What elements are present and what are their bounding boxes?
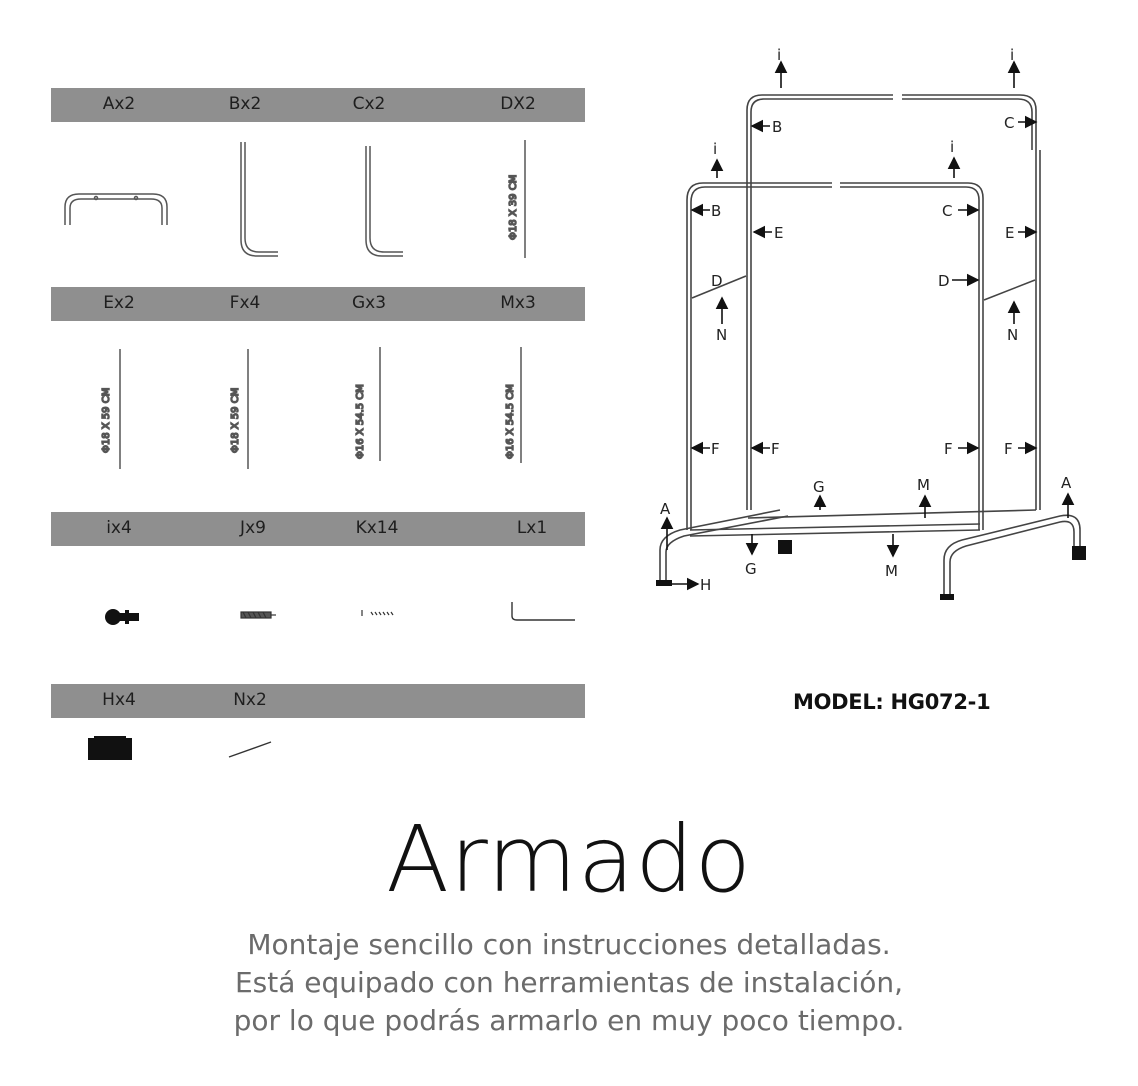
page-title: Armado — [386, 806, 752, 913]
parts-header-row-3 — [51, 512, 585, 546]
parts-row-4-images — [51, 718, 585, 768]
foot-cap-icon — [88, 736, 132, 760]
assembly-diagram — [640, 40, 1110, 610]
rack-frame — [660, 95, 1080, 600]
label-d-left: D — [711, 272, 723, 290]
label-f-4: F — [1004, 440, 1013, 458]
description-line-1: Montaje sencillo con instrucciones detalladas. — [247, 928, 891, 961]
label-e-right: E — [1005, 224, 1015, 242]
part-label-e: Ex2 — [103, 293, 135, 313]
key-connector-icon — [105, 609, 139, 625]
label-f-1: F — [711, 440, 720, 458]
label-f-3: F — [944, 440, 953, 458]
label-g-bottom: G — [745, 560, 757, 578]
part-label-g: Gx3 — [351, 293, 387, 313]
callout-arrows — [667, 62, 1068, 584]
label-b-front: B — [711, 202, 722, 220]
parts-row-3-images — [51, 546, 585, 684]
label-i-front-right: i — [950, 138, 955, 156]
label-c-back: C — [1004, 114, 1015, 132]
part-b-image — [241, 142, 278, 256]
label-f-2: F — [771, 440, 780, 458]
screw-icon — [241, 612, 276, 618]
label-i-back-left: i — [777, 46, 782, 64]
label-b-back: B — [772, 118, 783, 136]
label-i-back-right: i — [1010, 46, 1015, 64]
label-m-top: M — [917, 476, 930, 494]
part-d-dimension: Φ18 X 39 CM — [508, 174, 519, 240]
parts-row-2-images — [51, 321, 585, 511]
part-g-dimension: Φ16 X 54.5 CM — [355, 384, 366, 459]
part-c-image — [366, 146, 403, 256]
part-f-image — [230, 349, 248, 469]
label-g-top: G — [813, 478, 825, 496]
parts-header-row-1 — [51, 88, 585, 122]
label-n-right: N — [1007, 326, 1019, 344]
part-label-i: ix4 — [106, 518, 132, 538]
part-e-dimension: Φ18 X 59 CM — [101, 387, 112, 453]
part-label-a: Ax2 — [102, 94, 136, 114]
parts-header-row-4 — [51, 684, 585, 718]
part-label-f: Fx4 — [229, 293, 261, 313]
part-label-k: Kx14 — [355, 518, 399, 538]
part-label-b: Bx2 — [228, 94, 262, 114]
part-m-dimension: Φ16 X 54.5 CM — [505, 384, 516, 459]
part-label-h: Hx4 — [102, 690, 136, 710]
part-label-l: Lx1 — [516, 518, 548, 538]
description-line-3: por lo que podrás armarlo en muy poco tiempo. — [233, 1004, 905, 1037]
part-d-image — [508, 140, 525, 258]
label-m-bottom: M — [885, 562, 898, 580]
label-a-right: A — [1061, 474, 1072, 492]
small-screw-icon — [362, 610, 393, 616]
label-i-front-left: i — [713, 140, 718, 158]
part-f-dimension: Φ18 X 59 CM — [230, 387, 241, 453]
part-label-n: Nx2 — [233, 690, 267, 710]
base-feet — [656, 540, 1086, 600]
label-e-left: E — [774, 224, 784, 242]
connector-rod-icon — [229, 742, 271, 757]
allen-key-icon — [512, 602, 575, 620]
part-label-d: DX2 — [500, 94, 536, 114]
part-label-j: Jx9 — [240, 518, 266, 538]
label-d-right: D — [938, 272, 950, 290]
label-n-left: N — [716, 326, 728, 344]
part-label-c: Cx2 — [352, 94, 386, 114]
parts-row-1-images — [51, 122, 585, 287]
part-m-image — [505, 347, 521, 463]
part-a-image — [65, 194, 167, 225]
label-a-left: A — [660, 500, 671, 518]
part-e-image — [101, 349, 120, 469]
description-line-2: Está equipado con herramientas de instalación, — [234, 966, 904, 999]
part-label-m: Mx3 — [500, 293, 536, 313]
label-h: H — [700, 576, 712, 594]
parts-header-row-2 — [51, 287, 585, 321]
part-g-image — [355, 347, 380, 461]
model-number: MODEL: HG072-1 — [793, 690, 991, 714]
label-c-front: C — [942, 202, 953, 220]
